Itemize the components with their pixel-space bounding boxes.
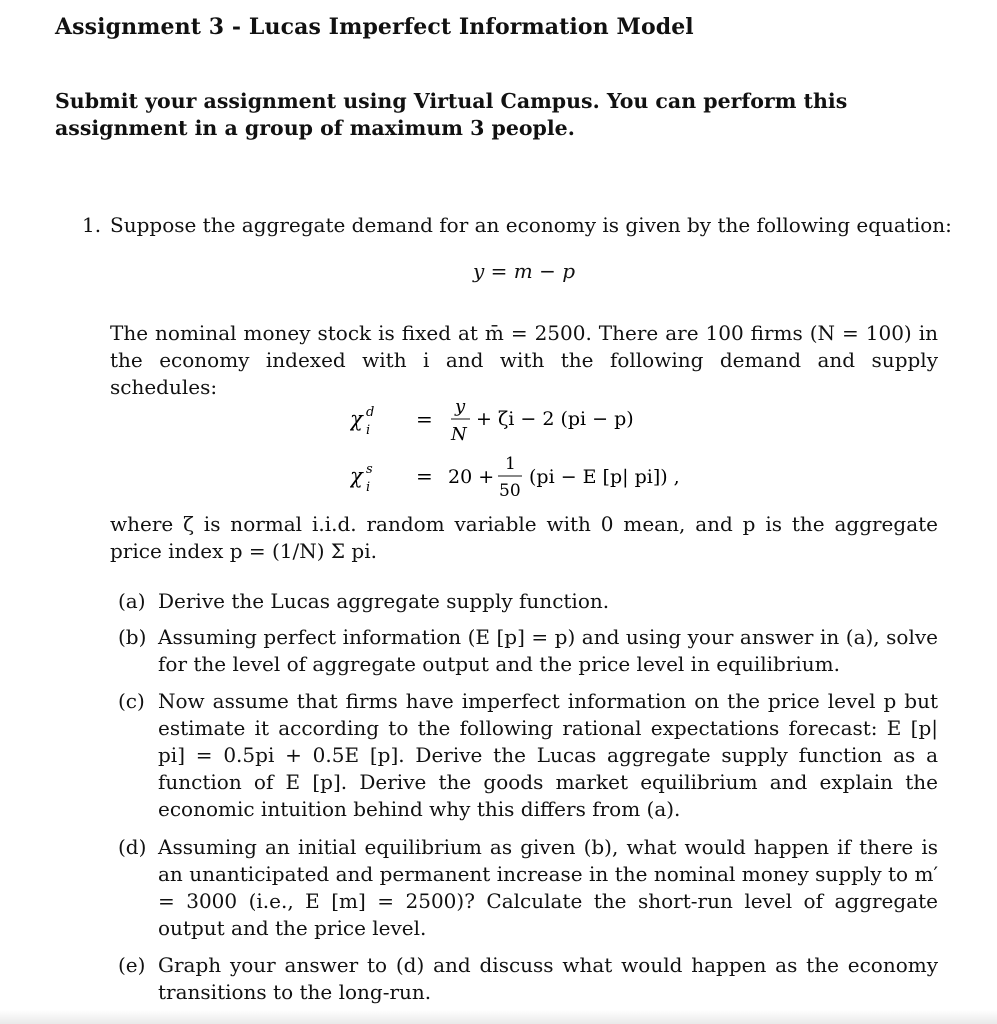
question-number: 1. xyxy=(82,213,102,237)
demand-rhs: + ζi − 2 (pi − p) xyxy=(476,408,634,430)
svg-text:i: i xyxy=(366,480,371,495)
setup-paragraph: The nominal money stock is fixed at m̄ = 2500. There are 100 firms (N = 100) in the economy indexed with i and with the following demand and supply schedules: xyxy=(110,321,938,399)
where-paragraph: where ζ is normal i.i.d. random variable with 0 mean, and p is the aggregate price index p = (1/N) Σ pi. xyxy=(110,512,938,563)
page-bottom-shadow xyxy=(0,1010,997,1024)
svg-text:50: 50 xyxy=(499,481,521,500)
sub-question-text: Assuming an initial equilibrium as given (b), what would happen if there is an unanticipated and permanent increase in the nominal money supply to m′ = 3000 (i.e., E [m] = 2500)? Calculate the short-run level of aggregate output and the price level. xyxy=(158,835,938,940)
svg-text:=: = xyxy=(416,464,433,488)
sub-question-label: (c) xyxy=(118,689,145,713)
svg-text:χ: χ xyxy=(350,464,363,488)
aggregate-demand-equation: y = m − p xyxy=(473,259,576,283)
svg-text:y: y xyxy=(455,396,466,417)
sub-question-label: (b) xyxy=(118,625,147,649)
sub-question-label: (a) xyxy=(118,589,146,613)
sub-question-text: Now assume that firms have imperfect information on the price level p but estimate it according to the following rational expectations forecast: E [p| pi] = 0.5pi + 0.5E [p]. Derive the Lucas aggregate supply function as a function of E [p]. Derive the goods market equilibrium and explain the economic intuition behind why this differs from (a). xyxy=(158,689,938,821)
svg-text:i: i xyxy=(366,423,371,438)
sub-question-text: Graph your answer to (d) and discuss what would happen as the economy transitions to the long-run. xyxy=(158,953,938,1004)
schedule-equations xyxy=(350,390,710,500)
supply-const: 20 + xyxy=(448,466,495,488)
question-intro: Suppose the aggregate demand for an economy is given by the following equation: xyxy=(110,213,952,237)
sub-question-text: Derive the Lucas aggregate supply function. xyxy=(158,589,610,613)
svg-text:d: d xyxy=(366,405,375,420)
sub-question-text: Assuming perfect information (E [p] = p) and using your answer in (a), solve for the level of aggregate output and the price level in equilibrium. xyxy=(158,625,938,676)
submit-instructions: Submit your assignment using Virtual Campus. You can perform this assignment in a group of maximum 3 people. xyxy=(55,89,848,140)
sub-question-label: (d) xyxy=(118,835,147,859)
demand-lhs: χ xyxy=(350,407,363,431)
svg-text:s: s xyxy=(366,462,373,477)
page-title: Assignment 3 - Lucas Imperfect Information Model xyxy=(55,14,694,40)
svg-text:=: = xyxy=(416,407,433,431)
svg-text:1: 1 xyxy=(505,454,516,474)
sub-question-label: (e) xyxy=(118,953,146,977)
svg-text:N: N xyxy=(451,424,467,445)
supply-term: (pi − E [p| pi]) , xyxy=(529,466,680,488)
